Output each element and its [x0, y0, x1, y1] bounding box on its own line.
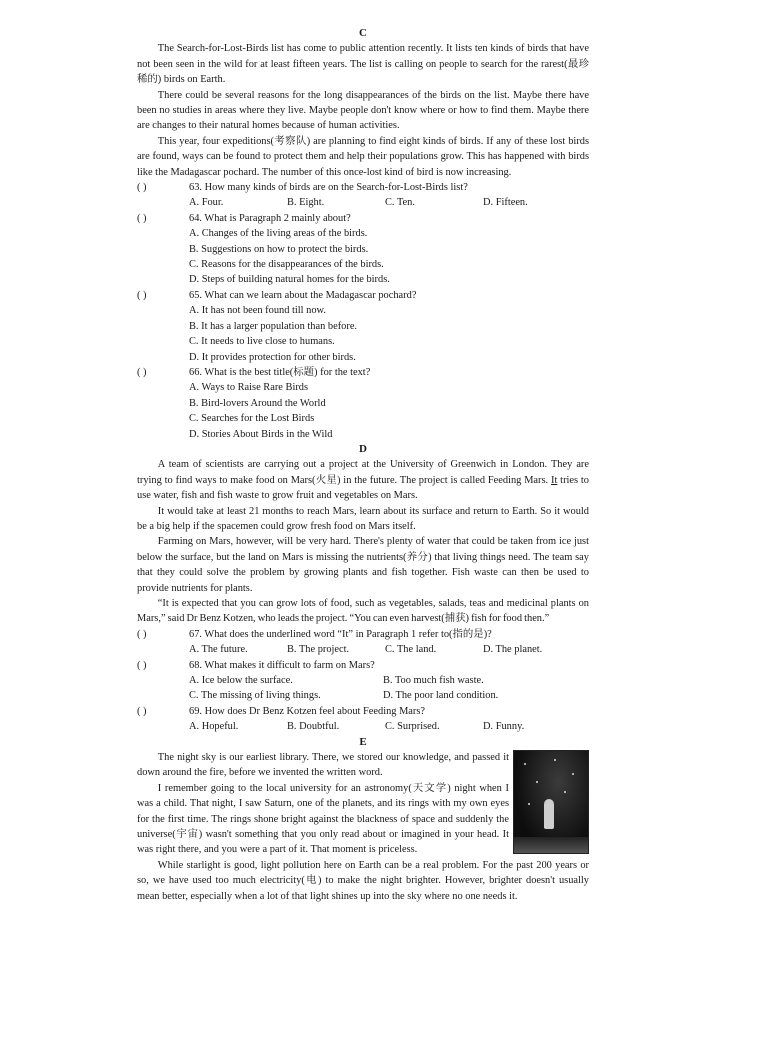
option-a: A. The future. [189, 644, 248, 656]
paragraph-text: tries to use water, fish and fish waste to grow fruit and vegetables on Mars. [137, 474, 589, 502]
option-b: B. It has a larger population than before. [189, 320, 358, 332]
question-69 [137, 704, 589, 719]
option-a: A. Changes of the living areas of the birds. [189, 228, 368, 240]
option-d: D. Steps of building natural homes for the birds. [189, 274, 390, 286]
option-b: B. Too much fish waste. [383, 675, 484, 687]
option-a: A. Ice below the surface. [189, 675, 293, 687]
option-c: C. Surprised. [385, 721, 440, 733]
option-a: A. Hopeful. [189, 721, 239, 733]
option-b: B. Bird-lovers Around the World [189, 397, 326, 409]
answer-blank[interactable]: ( ) [137, 289, 147, 301]
section-d-heading: D [359, 442, 367, 455]
section-e-body [137, 750, 589, 904]
section-c-paragraph-2: There could be several reasons for the long disappearances of the birds on the list. Maybe there have been no studies in areas where they live. Maybe people don't know where or how to find them. Maybe there are changes to their natural homes because of human activities. [137, 89, 589, 132]
answer-blank[interactable]: ( ) [137, 212, 147, 224]
question-67 [137, 627, 589, 642]
question-63-options [137, 195, 589, 210]
answer-blank[interactable]: ( ) [137, 659, 147, 671]
option-b: B. Eight. [287, 197, 325, 209]
option-a: A. Four. [189, 197, 224, 209]
option-c: C. It needs to live close to humans. [189, 336, 335, 348]
section-d-paragraph-2: It would take at least 21 months to reach Mars, learn about its surface and return to Earth. So it would be a big help if the spacemen could grow fresh food on Mars itself. [137, 505, 589, 532]
reading-content [137, 26, 589, 904]
question-63 [137, 180, 589, 195]
answer-blank[interactable]: ( ) [137, 628, 147, 640]
underlined-word-it: It [550, 474, 558, 486]
option-a: A. Ways to Raise Rare Birds [189, 382, 309, 394]
question-67-options [137, 642, 589, 657]
question-text: 64. What is Paragraph 2 mainly about? [189, 212, 351, 224]
question-69-options [137, 719, 589, 734]
option-d: D. Fifteen. [483, 197, 528, 209]
option-b: B. Suggestions on how to protect the birds. [189, 243, 369, 255]
answer-blank[interactable]: ( ) [137, 366, 147, 378]
section-e-paragraph-3: While starlight is good, light pollution here on Earth can be a real problem. For the past 200 years or so, we have used too much electricity(电) to make the night brighter. However, brighter doesn't usually mean better, especially when a lot of that light shines up into the sky where no one needs it. [137, 859, 589, 902]
option-c: C. The land. [385, 644, 437, 656]
option-b: B. Doubtful. [287, 721, 340, 733]
question-text: 66. What is the best title(标题) for the text? [189, 366, 371, 378]
answer-blank[interactable]: ( ) [137, 705, 147, 717]
section-e-heading: E [359, 735, 367, 748]
section-c-paragraph-1: The Search-for-Lost-Birds list has come to public attention recently. It lists ten kinds of birds that have not been seen in the wild for at least fifteen years. The list is calling on people to search for the rarest(最珍稀的) birds on Earth. [137, 43, 589, 86]
paragraph-text: A team of scientists are carrying out a project at the University of Greenwich in London. They are trying to find ways to make food on Mars(火星) in the future. The project is called Feeding Mars. [137, 459, 589, 486]
option-d: D. The poor land condition. [383, 690, 499, 702]
option-c: C. The missing of living things. [189, 690, 321, 702]
question-text: 67. What does the underlined word “It” in Paragraph 1 refer to(指的是)? [189, 628, 492, 640]
section-c-paragraph-3: This year, four expeditions(考察队) are planning to find eight kinds of birds. If any of these lost birds are found, ways can be found to protect them and help their populations grow. This has happened with birds like the Madagascar pochard. The number of this once-lost kind of bird is now increasing. [137, 135, 589, 178]
question-text: 69. How does Dr Benz Kotzen feel about Feeding Mars? [189, 705, 426, 717]
question-68-options [137, 673, 589, 704]
option-c: C. Searches for the Lost Birds [189, 413, 315, 425]
question-64 [137, 211, 589, 226]
question-text: 63. How many kinds of birds are on the Search-for-Lost-Birds list? [189, 182, 468, 194]
section-e-paragraph-1: The night sky is our earliest library. There, we stored our knowledge, and passed it down around the fire, before we invented the written word. [137, 752, 509, 779]
question-68 [137, 658, 589, 673]
question-66 [137, 365, 589, 380]
section-d-paragraph-1 [137, 457, 589, 503]
question-text: 65. What can we learn about the Madagascar pochard? [189, 289, 417, 301]
option-d: D. The planet. [483, 644, 543, 656]
option-a: A. It has not been found till now. [189, 305, 326, 317]
question-text: 68. What makes it difficult to farm on Mars? [189, 659, 375, 671]
option-d: D. Funny. [483, 721, 525, 733]
night-sky-photo-icon [513, 750, 589, 854]
section-c-heading: C [359, 27, 367, 39]
option-d: D. Stories About Birds in the Wild [189, 428, 333, 440]
option-c: C. Ten. [385, 197, 415, 209]
option-c: C. Reasons for the disappearances of the birds. [189, 259, 384, 271]
answer-blank[interactable]: ( ) [137, 182, 147, 194]
section-d-paragraph-3: Farming on Mars, however, will be very hard. There's plenty of water that could be taken from ice just below the surface, but the land on Mars is missing the nutrients(养分) that living things need. The team say that they could solve the problem by growing plants and fish together. Fish waste can then be used to provide nutrients for plants. [137, 536, 589, 594]
option-b: B. The project. [287, 644, 350, 656]
question-65 [137, 288, 589, 303]
section-e-paragraph-2: I remember going to the local university for an astronomy(天文学) night when I was a child. That night, I saw Saturn, one of the planets, and its rings with my own eyes for the first time. The rings shone bright against the blackness of space and suddenly the universe(宇宙) wasn't something that you only read about or imagined in your head. It was right there, and you were a part of it. That moment is priceless. [137, 782, 509, 856]
section-d-paragraph-4: “It is expected that you can grow lots of food, such as vegetables, salads, teas and medicinal plants on Mars,” said Dr Benz Kotzen, who leads the project. “You can even harvest(捕获) fish for food then.” [137, 598, 589, 625]
option-d: D. It provides protection for other birds. [189, 351, 356, 363]
